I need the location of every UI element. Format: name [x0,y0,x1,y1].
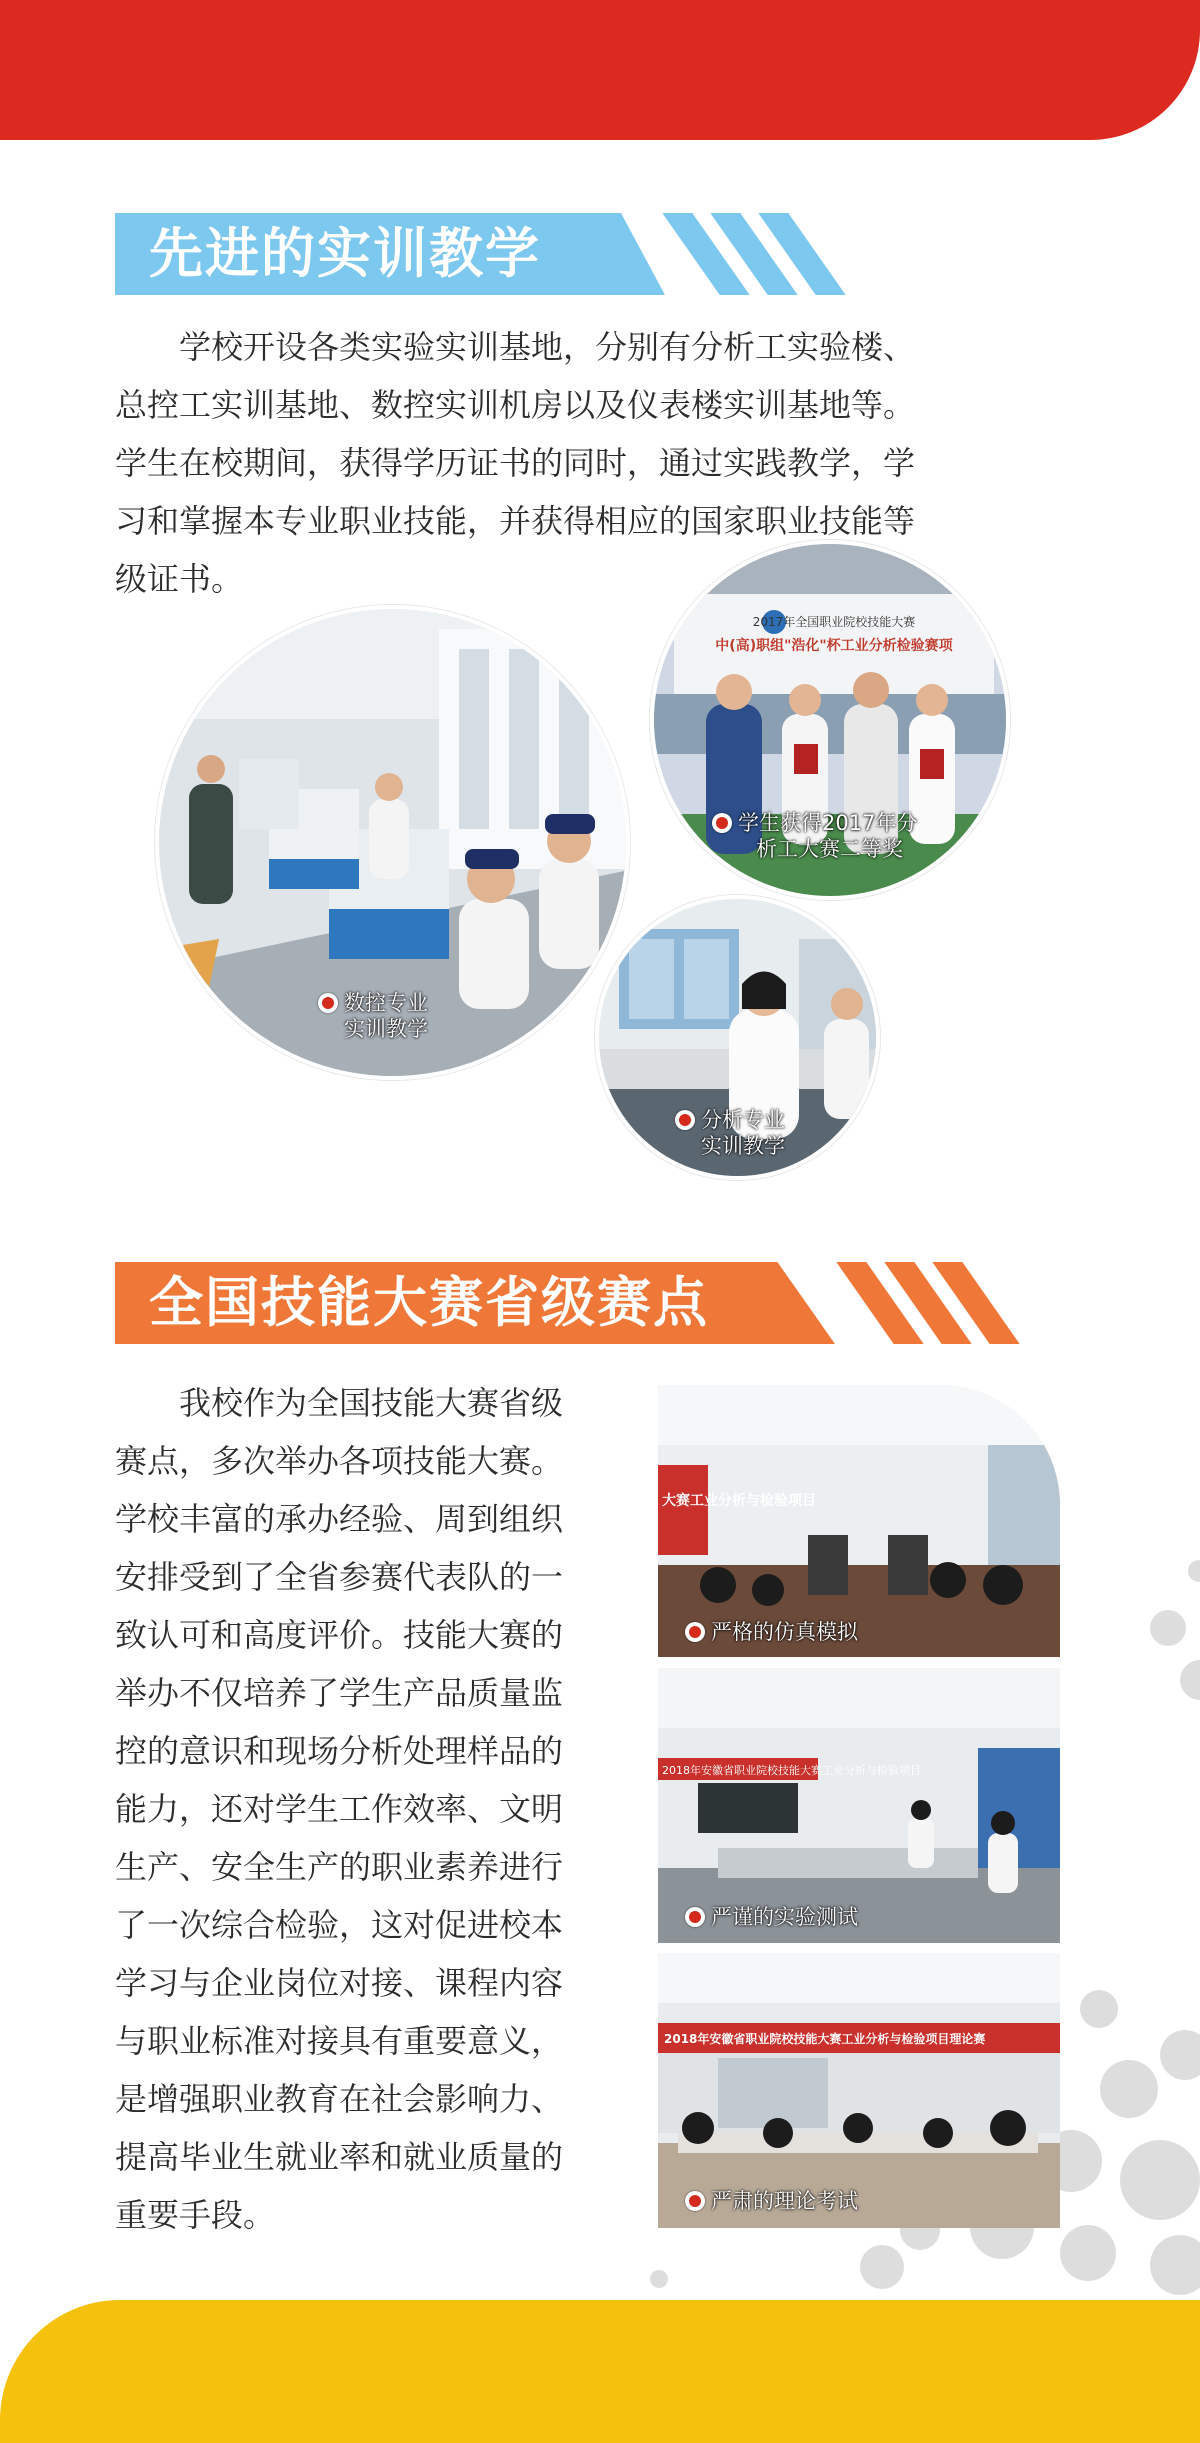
red-dot-icon [712,813,732,833]
theory-exam-sign: 2018年安徽省职业院校技能大赛工业分析与检验项目理论赛 [664,2032,986,2046]
theory-exam-photo [658,1953,1060,2228]
section1-paragraph [115,318,1075,608]
experiment-photo [658,1668,1060,1943]
paragraph-line: 举办不仅培养了学生产品质量监 [115,1674,564,1712]
paragraph-line: 我校作为全国技能大赛省级 [115,1384,564,1422]
caption-line: 实训教学 [701,1134,785,1158]
caption-line: 分析专业 [701,1108,785,1132]
simulation-photo [658,1385,1060,1657]
caption-line: 学生获得2017年分 [738,811,918,835]
caption-text: 严格的仿真模拟 [711,1620,858,1644]
section2-title-banner [115,1262,1005,1344]
paragraph-line: 能力，还对学生工作效率、文明 [115,1790,564,1828]
analysis-caption [675,1107,785,1159]
simulation-caption [685,1619,858,1645]
simulation-image [658,1385,1060,1657]
paragraph-line: 致认可和高度评价。技能大赛的 [115,1616,564,1654]
theory-exam-image [658,1953,1060,2228]
section1-title-banner [115,213,835,295]
red-dot-icon [318,993,338,1013]
paragraph-line: 级证书。 [115,560,244,598]
red-dot-icon [685,2191,705,2211]
paragraph-line: 安排受到了全省参赛代表队的一 [115,1558,564,1596]
red-dot-icon [675,1110,695,1130]
paragraph-line: 与职业标准对接具有重要意义， [115,2022,564,2060]
theory-exam-caption [685,2188,858,2214]
experiment-image [658,1668,1060,1943]
paragraph-line: 学生在校期间，获得学历证书的同时，通过实践教学，学 [115,444,916,482]
paragraph-line: 了一次综合检验，这对促进校本 [115,1906,564,1944]
paragraph-line: 学校开设各类实验实训基地，分别有分析工实验楼、 [115,328,916,366]
experiment-caption [685,1904,858,1930]
paragraph-line: 提高毕业生就业率和就业质量的 [115,2138,564,2176]
paragraph-line: 学习与企业岗位对接、课程内容 [115,1964,564,2002]
red-dot-icon [685,1622,705,1642]
paragraph-line: 总控工实训基地、数控实训机房以及仪表楼实训基地等。 [115,386,916,424]
experiment-sign: 2018年安徽省职业院校技能大赛工业分析与检验项目 [662,1764,921,1777]
caption-line: 实训教学 [344,1017,428,1041]
caption-line: 数控专业 [344,991,428,1015]
paragraph-line: 习和掌握本专业职业技能，并获得相应的国家职业技能等 [115,502,916,540]
red-dot-icon [685,1907,705,1927]
cnc-caption [318,990,428,1042]
paragraph-line: 是增强职业教育在社会影响力、 [115,2080,564,2118]
award-caption [712,810,917,862]
simulation-sign: 大赛工业分析与检验项目 [662,1493,816,1509]
section2-paragraph [115,1374,645,2244]
award-banner-line2: 中(高)职组"浩化"杯工业分析检验赛项 [715,638,953,654]
bottom-yellow-band [0,2300,1200,2443]
caption-text: 严肃的理论考试 [711,2189,858,2213]
caption-line: 析工大赛二等奖 [756,837,903,861]
paragraph-line: 赛点，多次举办各项技能大赛。 [115,1442,564,1480]
section1-title: 先进的实训教学 [149,222,541,285]
paragraph-line: 生产、安全生产的职业素养进行 [115,1848,564,1886]
paragraph-line: 学校丰富的承办经验、周到组织 [115,1500,564,1538]
paragraph-line: 重要手段。 [115,2196,276,2234]
top-red-band [0,0,1200,140]
paragraph-line: 控的意识和现场分析处理样品的 [115,1732,564,1770]
caption-text: 严谨的实验测试 [711,1905,858,1929]
section2-title: 全国技能大赛省级赛点 [149,1271,709,1334]
award-banner-line1: 2017年全国职业院校技能大赛 [752,615,916,629]
